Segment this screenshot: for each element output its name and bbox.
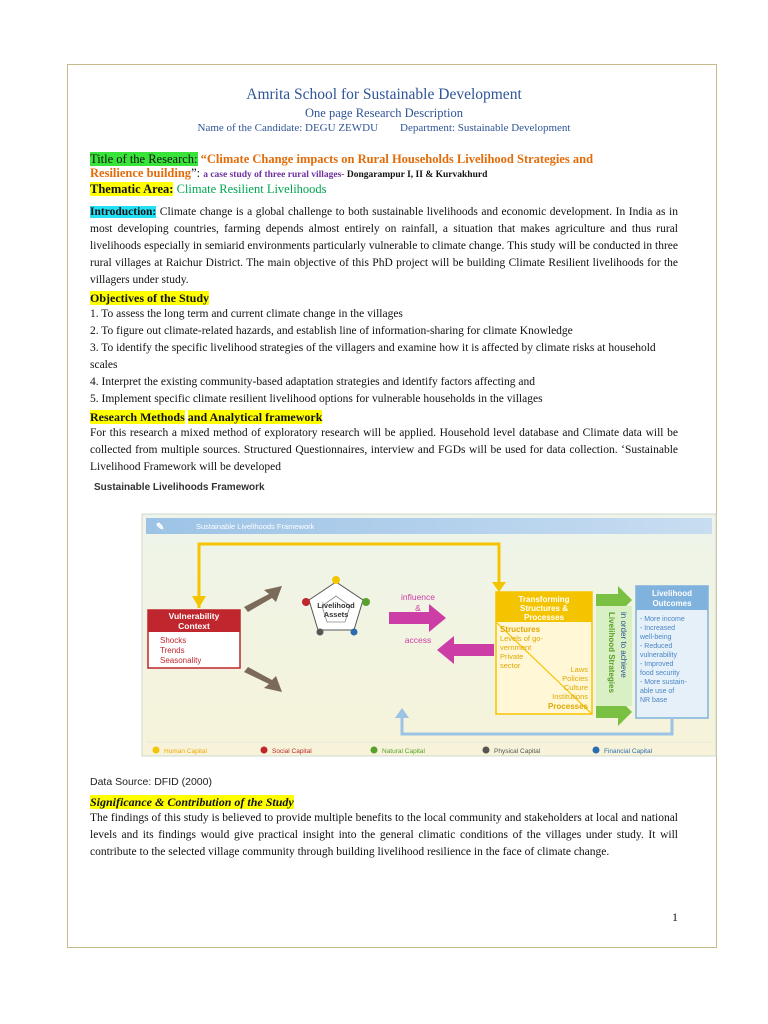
outcome-item-1: - More income <box>640 616 685 623</box>
document-content <box>90 86 692 861</box>
introduction-paragraph <box>90 204 678 289</box>
objective-item-5: 5. Implement specific climate resilient livelihood options for vulnerable households in the villages <box>90 393 543 405</box>
objectives-heading: Objectives of the Study <box>90 291 209 305</box>
legend-financial-icon <box>593 747 600 754</box>
objective-item-1: 1. To assess the long term and current climate change in the villages <box>90 308 403 320</box>
research-title-block <box>90 152 678 196</box>
document-subtitle: One page Research Description <box>305 106 463 120</box>
outcomes-title-2: Outcomes <box>652 599 692 608</box>
vulnerability-item-seasonality: Seasonality <box>160 656 202 665</box>
outcome-item-9: able use of <box>640 688 675 695</box>
villages-text: Dongarampur I, II & Kurvakhurd <box>344 170 488 180</box>
processes-item-2: Policies <box>562 674 588 683</box>
legend-social-label: Social Capital <box>272 748 312 755</box>
school-title: Amrita School for Sustainable Development <box>246 86 522 103</box>
objective-item-2: 2. To figure out climate-related hazards, and establish line of information-sharing for climate Knowledge <box>90 325 573 337</box>
banner-icon: ✎ <box>156 522 165 533</box>
thematic-label: Thematic Area: <box>90 182 174 196</box>
structures-item-1: Levels of go- <box>500 634 543 643</box>
vulnerability-title-2: Context <box>178 621 210 631</box>
legend-natural-label: Natural Capital <box>382 748 425 755</box>
candidate-line <box>90 122 678 134</box>
vulnerability-title-1: Vulnerability <box>168 611 220 621</box>
processes-item-1: Laws <box>570 665 588 674</box>
asset-physical-icon <box>317 629 324 636</box>
outcome-item-6: - Improved <box>640 661 674 668</box>
outcome-item-2: - Increased <box>640 625 676 632</box>
methods-heading: Research Methods and Analytical framework <box>90 410 323 424</box>
asset-human-icon <box>332 576 340 584</box>
outcomes-title-1: Livelihood <box>652 589 692 598</box>
transforming-title-3: Processes <box>523 613 565 622</box>
page-number: 1 <box>672 910 678 924</box>
transforming-title-2: Structures & <box>519 604 569 613</box>
title-text-2: Resilience building <box>90 166 192 180</box>
introduction-label: Introduction: <box>90 206 157 218</box>
outcome-item-7: food security <box>640 670 680 677</box>
influence-label-2: & <box>415 603 421 613</box>
outcome-item-10: NR base <box>640 697 668 704</box>
structures-label: Structures <box>500 625 541 634</box>
legend-physical-label: Physical Capital <box>494 748 541 755</box>
vulnerability-item-trends: Trends <box>160 646 185 655</box>
strategies-label-1: in order to achieve <box>619 612 628 678</box>
significance-paragraph: The findings of this study is believed to provide multiple benefits to the local community and stakeholders at local and national levels and its findings would give practical insight into the general climatic conditions of the villages under study. It will contribute to the selected village community through building livelihood resilience in the face of climate change. <box>90 812 678 858</box>
department-name: Department: Sustainable Development <box>400 122 571 134</box>
outcome-item-5: vulnerability <box>640 652 677 659</box>
legend-physical-icon <box>483 747 490 754</box>
banner-text: Sustainable Livelihoods Framework <box>196 522 315 531</box>
processes-label: Processes <box>547 702 588 711</box>
structures-item-4: sector <box>500 661 521 670</box>
legend-natural-icon <box>371 747 378 754</box>
figure-heading: Sustainable Livelihoods Framework <box>94 482 265 493</box>
framework-diagram <box>84 482 724 776</box>
outcome-item-8: - More sustain- <box>640 679 687 686</box>
legend-human-label: Human Capital <box>164 748 207 755</box>
legend-social-icon <box>261 747 268 754</box>
objective-item-3: 3. To identify the specific livelihood strategies of the villagers and examine how it is affected by climate risks at household scales <box>90 342 656 371</box>
structures-item-2: vernment <box>500 643 532 652</box>
outcome-item-4: - Reduced <box>640 643 673 650</box>
methods-paragraph: For this research a mixed method of exploratory research will be applied. Household level database and Climate data will be collected from multiple sources. Structured Questionnaires, interview and FGDs will be used for data collection. ‘Sustainable Livelihood Framework will be developed <box>90 427 678 473</box>
introduction-text: Climate change is a global challenge to both sustainable livelihoods and economic development. In India as in most developing countries, farming depends almost entirely on rainfall, a situation that makes agriculture and thus rural livelihoods especially in semiarid environments particularly vulnerable to climate change. This study will be conducted in three rural villages at Raichur District. The main objective of this PhD project will be building Climate Resilient livelihoods for the villagers under study. <box>90 206 678 286</box>
assets-label-2: Assets <box>323 610 349 619</box>
legend-financial-label: Financial Capital <box>604 748 653 755</box>
livelihoods-framework-figure <box>84 482 724 786</box>
candidate-name: Name of the Candidate: DEGU ZEWDU <box>197 122 379 134</box>
title-quote-open: “ <box>197 152 207 166</box>
asset-social-icon <box>302 598 310 606</box>
processes-item-3: Culture <box>563 683 588 692</box>
asset-financial-icon <box>351 629 358 636</box>
figure-source: Data Source: DFID (2000) <box>90 776 212 788</box>
objective-item-4: 4. Interpret the existing community-based adaptation strategies and identify factors affecting and <box>90 376 535 388</box>
structures-item-3: Private <box>500 652 524 661</box>
influence-label-3: access <box>404 635 432 645</box>
influence-label-1: influence <box>400 592 436 602</box>
title-label: Title of the Research: <box>90 152 198 166</box>
thematic-value: Climate Resilient Livelihoods <box>173 182 327 196</box>
title-quote-close: ”: <box>191 166 204 180</box>
outcome-item-3: well-being <box>640 634 672 641</box>
asset-natural-icon <box>362 598 370 606</box>
significance-heading: Significance & Contribution of the Study <box>90 795 294 809</box>
transforming-title-1: Transforming <box>518 595 570 604</box>
assets-label-1: Livelihood <box>317 601 355 610</box>
case-study-text: a case study of three rural villages- <box>203 170 345 180</box>
vulnerability-item-shocks: Shocks <box>160 636 187 645</box>
legend-human-icon <box>153 747 160 754</box>
title-text-1: Climate Change impacts on Rural Households Livelihood Strategies and <box>206 152 594 166</box>
strategies-label-2: Livelihood Strategies <box>607 612 616 693</box>
processes-item-4: Institutions <box>552 692 588 701</box>
